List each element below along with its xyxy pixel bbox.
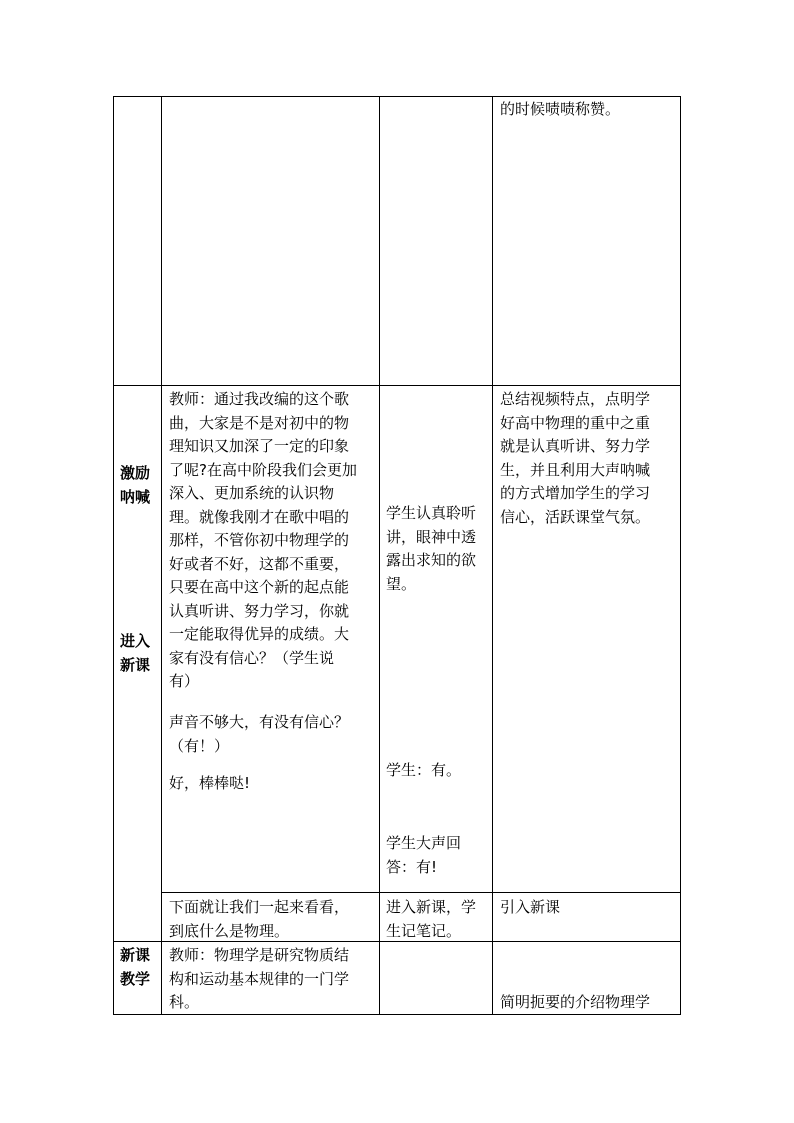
stage-label [120,462,150,509]
text-line: 学生：有。 [386,761,462,779]
row-divider [113,385,681,386]
text-line: 好高中物理的重中之重 [500,413,651,432]
text-line: 学生大声回 [386,834,462,852]
text-line: 教学 [120,969,151,988]
teacher-activity-text [169,944,349,1015]
table-border-top [113,96,681,97]
text-line: 一定能取得优异的成绩。大 [169,625,350,643]
text-line: 了呢?在高中阶段我们会更加 [169,460,357,479]
text-line: 好，棒棒哒! [169,774,251,792]
text-line: 简明扼要的介绍物理学 [500,993,651,1011]
text-line: 新课 [120,655,151,674]
text-line: 教师：通过我改编的这个歌 [169,390,350,408]
text-line: 露出求知的欲 [386,551,477,569]
text-line: 就是认真听讲、努力学 [500,437,651,455]
text-line: 望。 [386,574,417,593]
text-line: （有！） [169,736,230,755]
text-line: 下面就让我们一起来看看， [169,898,350,916]
text-line: 信心，活跃课堂气氛。 [500,507,651,526]
text-line: 声音不够大，有没有信心？ [169,713,350,731]
student-activity-text [386,832,461,879]
remarks-text [500,388,650,529]
student-activity-text [386,896,476,943]
text-line: 激励 [120,464,151,482]
text-line: 进入新课，学 [386,898,477,916]
teacher-activity-text [169,711,349,758]
text-line: 的时候啧啧称赞。 [500,100,621,118]
text-line: 认真听讲、努力学习，你就 [169,601,350,620]
text-line: 那样，不管你初中物理学的 [169,531,350,549]
row-divider [161,892,681,893]
remarks-text [500,896,560,920]
remarks-text [500,98,620,122]
text-line: 好或者不好，这都不重要， [169,554,350,573]
text-line: 家有没有信心？（学生说 [169,648,335,667]
table-border-right [680,96,681,1015]
column-divider [379,96,380,1015]
text-line: 学生认真聆听 [386,504,477,522]
text-line: 深入、更加系统的认识物 [169,484,335,502]
text-line: 答：有! [386,857,438,876]
text-line: 曲，大家是不是对初中的物 [169,413,350,432]
text-line: 呐喊 [120,487,151,506]
remarks-text [500,991,650,1015]
teacher-activity-text [169,388,357,694]
stage-label [120,630,150,677]
column-divider [492,96,493,1015]
text-line: 引入新课 [500,898,561,916]
student-activity-text [386,502,476,596]
teacher-activity-text [169,896,349,943]
text-line: 构和运动基本规律的一门学 [169,969,350,988]
text-line: 进入 [120,632,151,650]
text-line: 总结视频特点，点明学 [500,390,651,408]
text-line: 生记笔记。 [386,921,462,940]
student-activity-text [386,759,461,783]
text-line: 讲，眼神中透 [386,527,477,546]
text-line: 到底什么是物理。 [169,921,290,940]
text-line: 理。就像我刚才在歌中唱的 [169,507,350,526]
text-line: 教师：物理学是研究物质结 [169,946,350,964]
text-line: 的方式增加学生的学习 [500,484,651,502]
text-line: 理知识又加深了一定的印象 [169,437,350,455]
teacher-activity-text [169,772,250,796]
text-line: 新课 [120,946,151,964]
text-line: 科。 [169,993,200,1011]
text-line: 只要在高中这个新的起点能 [169,578,350,596]
text-line: 生，并且利用大声呐喊 [500,460,651,479]
text-line: 有） [169,672,200,690]
column-divider [161,96,162,1015]
stage-label [120,944,150,991]
table-border-left [113,96,114,1015]
